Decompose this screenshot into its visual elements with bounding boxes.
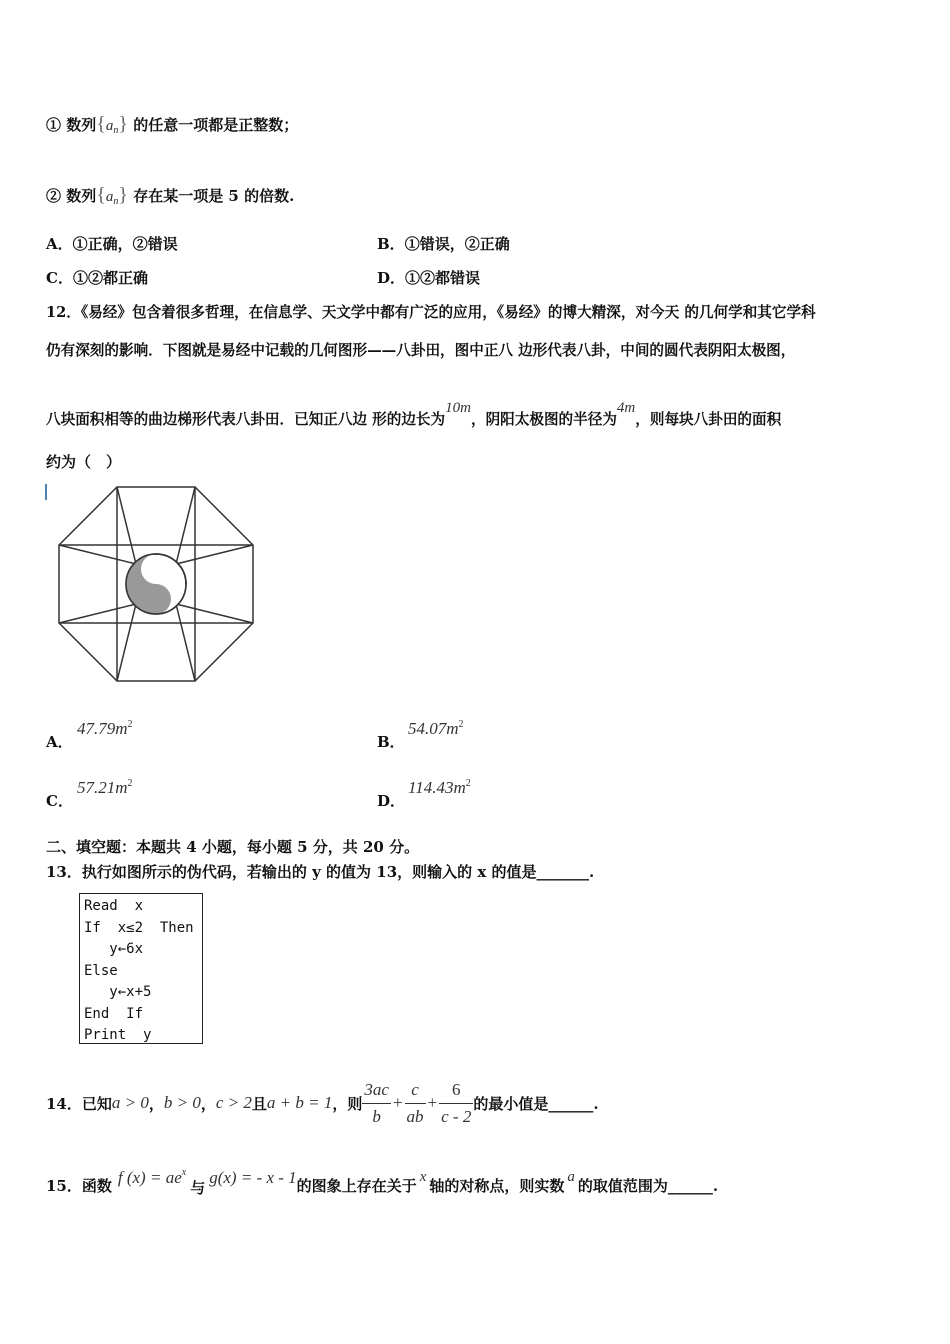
axis-symbol: x bbox=[419, 1169, 427, 1185]
area-value: 114.43m bbox=[408, 778, 466, 797]
function-f-expr: f (x) = ae bbox=[117, 1168, 182, 1187]
function-g: g(x) = - x - 1 bbox=[209, 1168, 297, 1187]
octagon-side-length: 10m bbox=[445, 400, 471, 416]
fraction-numerator: c bbox=[405, 1077, 426, 1104]
q11-option-a[interactable] bbox=[46, 233, 178, 254]
function-f-exponent: x bbox=[181, 1167, 187, 1178]
code-line: Else bbox=[84, 962, 118, 979]
code-line: Read x bbox=[84, 898, 144, 914]
right-brace: } bbox=[118, 184, 128, 206]
option-text: ①②都正确 bbox=[72, 269, 148, 287]
area-exponent: 2 bbox=[127, 719, 133, 730]
left-brace: { bbox=[96, 184, 106, 206]
left-brace: { bbox=[96, 113, 106, 135]
function-f bbox=[118, 1167, 186, 1202]
code-line: End If bbox=[84, 1005, 144, 1022]
then-text: ，则 bbox=[332, 1094, 363, 1113]
q14-tail: 的最小值是______. bbox=[473, 1094, 599, 1113]
fraction-denominator: c - 2 bbox=[441, 1106, 472, 1126]
code-line: y←x+5 bbox=[84, 984, 152, 1000]
q15-tail: 的取值范围为______. bbox=[577, 1177, 719, 1195]
q15-mid-text: 的图象上存在关于 bbox=[296, 1177, 417, 1195]
condition-c: c > 2 bbox=[215, 1093, 252, 1112]
condition-b: b > 0 bbox=[163, 1093, 201, 1112]
q15-line bbox=[46, 1162, 718, 1202]
right-brace: } bbox=[118, 113, 128, 135]
q12-option-c-label[interactable]: C． bbox=[46, 792, 73, 810]
q12-line-2: 仍有深刻的影响．下图就是易经中记载的几何图形——八卦田，图中正八 边形代表八卦，中间的圆代表阴阳太极图， bbox=[46, 342, 796, 359]
q12-line-3-part-a: 八块面积相等的曲边梯形代表八卦田．已知正八边 形的边长为 bbox=[46, 411, 446, 428]
q11-statement-2-suffix: 存在某一项是 5 的倍数. bbox=[133, 187, 295, 205]
taiji-circle bbox=[126, 554, 186, 614]
fraction-numerator: 6 bbox=[439, 1077, 473, 1104]
q14-line bbox=[46, 1073, 599, 1133]
area-value: 57.21m bbox=[77, 778, 128, 797]
sequence-subscript: n bbox=[113, 125, 119, 136]
condition-sum: a + b = 1 bbox=[266, 1093, 333, 1112]
figure-marker bbox=[45, 484, 47, 500]
fraction-denominator: ab bbox=[406, 1106, 424, 1126]
option-label: D． bbox=[377, 269, 406, 287]
fraction-3 bbox=[439, 1077, 473, 1130]
q12-option-c-value bbox=[77, 778, 133, 798]
parameter-symbol: a bbox=[567, 1169, 575, 1185]
condition-a: a > 0 bbox=[111, 1093, 149, 1112]
area-exponent: 2 bbox=[127, 778, 133, 789]
bagua-field-figure bbox=[44, 480, 264, 692]
q15-mid-text-2: 轴的对称点，则实数 bbox=[429, 1177, 565, 1195]
area-exponent: 2 bbox=[458, 719, 464, 730]
q12-option-a-label[interactable]: A． bbox=[46, 733, 73, 751]
code-line: y←6x bbox=[84, 941, 144, 957]
area-value: 47.79m bbox=[77, 719, 128, 738]
q11-option-d[interactable] bbox=[377, 267, 480, 288]
section-heading: 二、填空题：本题共 4 小题，每小题 5 分，共 20 分。 bbox=[46, 838, 420, 856]
fraction-denominator: b bbox=[372, 1106, 381, 1126]
option-text: ①②都错误 bbox=[405, 269, 481, 287]
plus-sign: + bbox=[392, 1093, 403, 1112]
q15-label: 15．函数 bbox=[46, 1177, 112, 1195]
separator: ， bbox=[200, 1094, 216, 1113]
q12-option-b-value bbox=[408, 719, 464, 739]
q11-option-c[interactable] bbox=[46, 267, 148, 288]
q11-statement-2 bbox=[46, 184, 294, 207]
q14-label: 14．已知 bbox=[46, 1094, 112, 1113]
separator: ， bbox=[148, 1094, 164, 1113]
fraction-1 bbox=[362, 1077, 391, 1130]
q12-option-a-value bbox=[77, 719, 133, 739]
code-line: If x≤2 Then bbox=[84, 919, 194, 936]
q12-option-b-label[interactable]: B． bbox=[377, 733, 405, 751]
taiji-radius: 4m bbox=[616, 400, 636, 416]
plus-sign: + bbox=[427, 1093, 438, 1112]
sequence-symbol: a bbox=[105, 189, 114, 205]
pseudocode-box bbox=[79, 893, 203, 1044]
sequence-symbol: a bbox=[105, 118, 114, 134]
q12-line-3 bbox=[46, 400, 781, 429]
code-line: Print y bbox=[84, 1027, 152, 1043]
option-label: B． bbox=[377, 235, 405, 253]
option-label: A． bbox=[46, 235, 73, 253]
q12-line-4: 约为（ ） bbox=[46, 453, 122, 471]
q13-text: 13．执行如图所示的伪代码，若输出的 y 的值为 13，则输入的 x 的值是_______. bbox=[46, 863, 595, 881]
q11-option-b[interactable] bbox=[377, 233, 510, 254]
q12-line-3-part-b: ，阴阳太极图的半径为 bbox=[470, 411, 617, 428]
q11-statement-1-suffix: 的任意一项都是正整数； bbox=[133, 116, 299, 134]
conjunction: 且 bbox=[251, 1094, 267, 1113]
q11-statement-2-prefix: ② 数列 bbox=[46, 187, 97, 205]
q12-line-1: 12．《易经》包含着很多哲理，在信息学、天文学中都有广泛的应用，《易经》的博大精深，对今天 的几何学和其它学科 bbox=[46, 304, 816, 321]
option-label: C． bbox=[46, 269, 73, 287]
q11-statement-1 bbox=[46, 113, 298, 136]
q12-option-d-value bbox=[408, 778, 471, 798]
option-text: ①错误，②正确 bbox=[404, 235, 510, 253]
q12-option-d-label[interactable]: D． bbox=[377, 792, 406, 810]
fraction-2 bbox=[405, 1077, 426, 1130]
sequence-subscript: n bbox=[113, 196, 119, 207]
option-text: ①正确，②错误 bbox=[72, 235, 178, 253]
area-value: 54.07m bbox=[408, 719, 459, 738]
q12-line-3-part-c: ，则每块八卦田的面积 bbox=[635, 411, 782, 428]
conjunction: 与 bbox=[190, 1179, 206, 1197]
q11-statement-1-prefix: ① 数列 bbox=[46, 116, 97, 134]
area-exponent: 2 bbox=[465, 778, 471, 789]
fraction-numerator: 3ac bbox=[362, 1077, 391, 1104]
